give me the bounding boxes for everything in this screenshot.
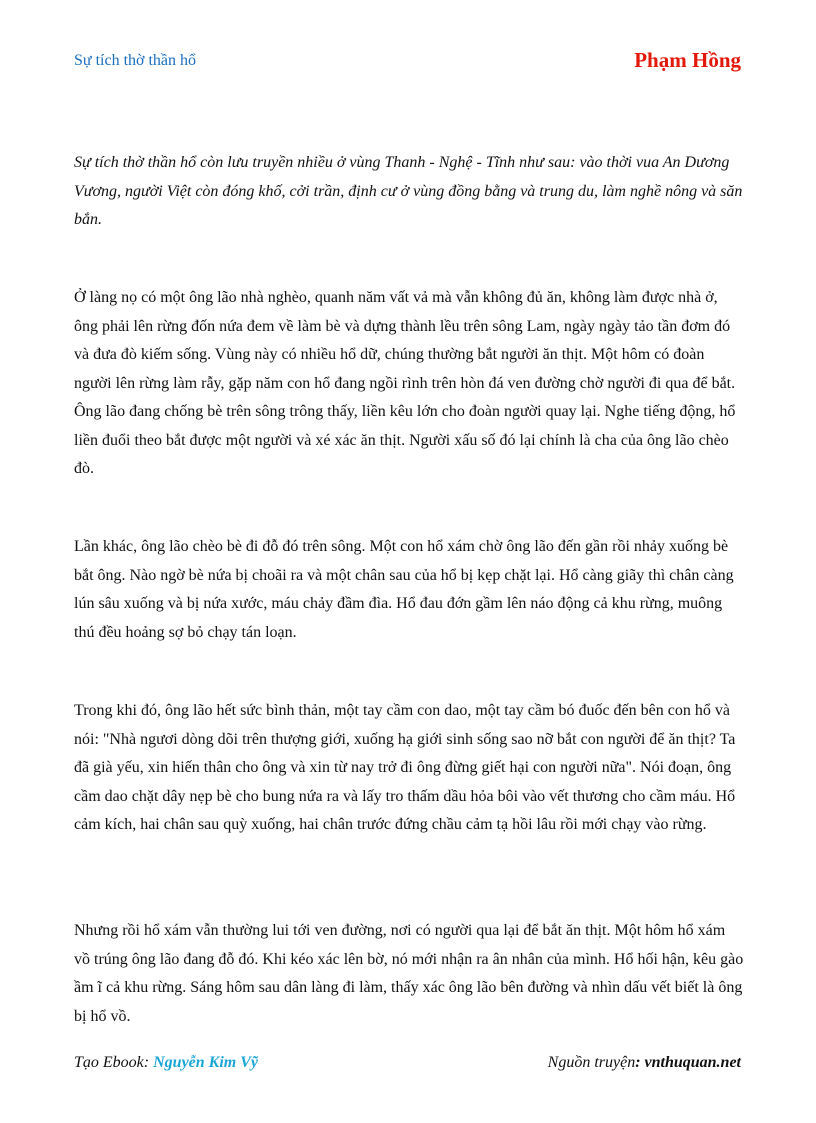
source-separator: : [635, 1054, 645, 1071]
source-site: vnthuquan.net [644, 1054, 741, 1071]
ebook-separator: : [143, 1054, 154, 1071]
paragraph-4: Nhưng rồi hổ xám vẫn thường lui tới ven đường, nơi có người qua lại để bắt ăn thịt. Một hôm hổ xám vồ trúng ông lão đang đỗ đó. Khi kéo xác lên bờ, nó mới nhận ra ân nhân của mình. Hổ hối hận, kêu gào ầm ĩ cả khu rừng. Sáng hôm sau dân làng đi làm, thấy xác ông lão bên đường và nhìn dấu vết biết là ông bị hổ vồ. [74, 922, 744, 1025]
paragraph-2: Lần khác, ông lão chèo bè đi đỗ đó trên sông. Một con hổ xám chờ ông lão đến gần rồi nhảy xuống bè bắt ông. Nào ngờ bè nứa bị choãi ra và một chân sau của hổ bị kẹp chặt lại. Hổ càng giãy thì chân càng lún sâu xuống và bị nứa xước, máu chảy đầm đìa. Hổ đau đớn gầm lên náo động cả khu rừng, muông thú đều hoảng sợ bỏ chạy tán loạn. [74, 538, 734, 641]
author-name: Phạm Hồng [634, 48, 741, 72]
paragraph-3: Trong khi đó, ông lão hết sức bình thản, một tay cầm con dao, một tay cầm bó đuốc đến bên con hổ và nói: "Nhà ngươi dòng dõi trên thượng giới, xuống hạ giới sinh sống sao nỡ bắt con người để ăn thịt? Ta đã già yếu, xin hiến thân cho ông và xin từ nay trở đi ông đừng giết hại con người nữa". Nói đoạn, ông cầm dao chặt dây nẹp bè cho bung nứa ra và lấy tro thấm dầu hỏa bôi vào vết thương cho cầm máu. Hổ cảm kích, hai chân sau quỳ xuống, hai chân trước đứng chầu cảm tạ hồi lâu rồi mới chạy vào rừng. [74, 702, 736, 833]
source-label: Nguồn truyện [547, 1054, 636, 1071]
ebook-creator: Nguyễn Kim Vỹ [153, 1054, 258, 1071]
story-title: Sự tích thờ thần hổ [74, 52, 197, 69]
paragraph-1: Ở làng nọ có một ông lão nhà nghèo, quanh năm vất vả mà vẫn không đủ ăn, không làm được nhà ở, ông phải lên rừng đốn nứa đem về làm bè và dựng thành lều trên sông Lam, ngày ngày tảo tần đơm đó và đưa đò kiếm sống. Vùng này có nhiều hổ dữ, chúng thường bắt người ăn thịt. Một hôm có đoàn người lên rừng làm rẫy, gặp năm con hổ đang ngồi rình trên hòn đá ven đường chờ người đi qua để bắt. Ông lão đang chống bè trên sông trông thấy, liền kêu lớn cho đoàn người quay lại. Nghe tiếng động, hổ liền đuổi theo bắt được một người và xé xác ăn thịt. Người xấu số đó lại chính là cha của ông lão chèo đò. [74, 289, 736, 477]
ebook-label: Tạo Ebook [74, 1054, 144, 1071]
source-credit [548, 1054, 741, 1072]
intro-paragraph: Sự tích thờ thần hổ còn lưu truyền nhiều ở vùng Thanh - Nghệ - Tĩnh như sau: vào thời vua An Dương Vương, người Việt còn đóng khố, cởi trần, định cư ở vùng đồng bằng và trung du, làm nghề nông và săn bắn. [74, 154, 743, 228]
ebook-credit [74, 1054, 258, 1072]
